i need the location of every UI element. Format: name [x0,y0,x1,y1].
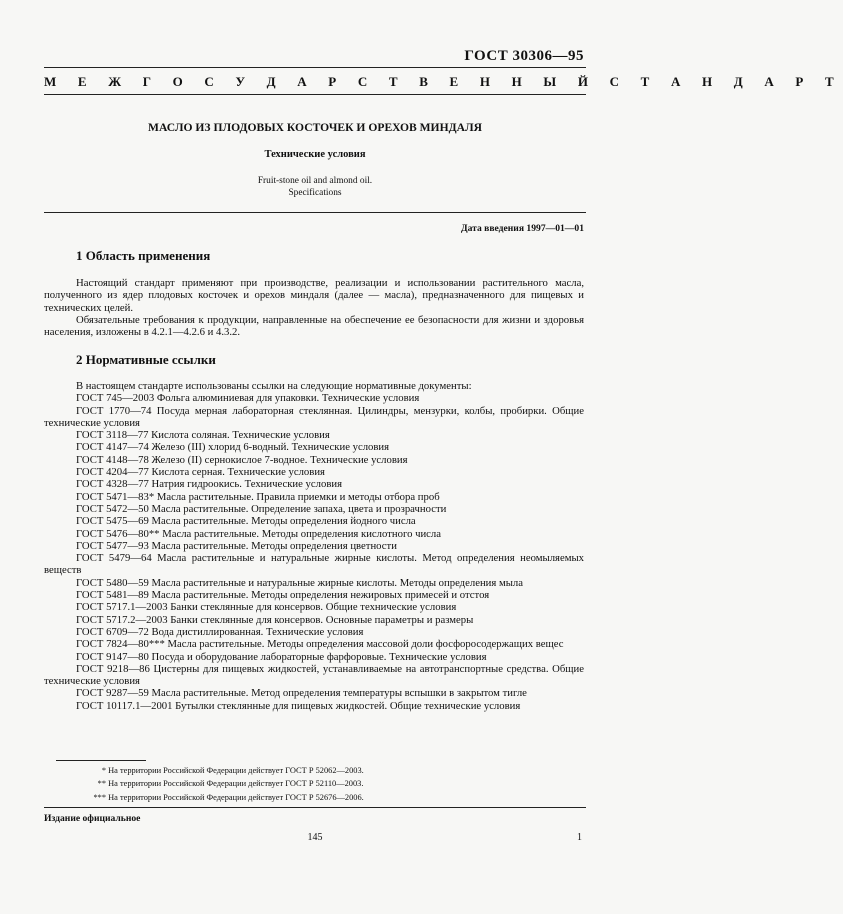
reference-item: ГОСТ 4147—74 Железо (III) хлорид 6-водный. Технические условия [76,441,390,454]
footnote-divider [56,760,146,761]
references-intro: В настоящем стандарте использованы ссылки на следующие нормативные документы: [76,380,472,392]
title-rule [44,212,586,213]
reference-item: ГОСТ 5717.2—2003 Банки стеклянные для консервов. Основные параметры и размеры [76,613,474,626]
reference-item: ГОСТ 5475—69 Масла растительные. Методы определения йодного числа [76,515,416,528]
reference-item: ГОСТ 4328—77 Натрия гидроокись. Технические условия [76,478,343,491]
reference-item: ГОСТ 5480—59 Масла растительные и натуральные жирные кислоты. Методы определения мыла [76,576,523,589]
reference-item: ГОСТ 9287—59 Масла растительные. Метод определения температуры вспышки в закрытом тигле [76,687,527,700]
page-number: 145 [307,832,323,843]
header-rule-top [44,67,586,68]
reference-item: ГОСТ 745—2003 Фольга алюминиевая для упаковки. Технические условия [76,392,420,405]
reference-item: ГОСТ 5476—80** Масла растительные. Методы определения кислотного числа [76,527,441,540]
reference-item: ГОСТ 5477—93 Масла растительные. Методы определения цветности [76,539,397,552]
reference-item: ГОСТ 5481—89 Масла растительные. Методы определения нежировых примесей и отстоя [76,589,490,602]
footnote-mark: *** [93,792,106,802]
reference-item: ГОСТ 1770—74 Посуда мерная лабораторная стеклянная. Цилиндры, мензурки, колбы, пробирки. Общие технические условия [44,404,584,429]
footnote [44,777,584,790]
reference-item: ГОСТ 9147—80 Посуда и оборудование лабораторные фарфоровые. Технические условия [76,650,487,663]
footnote-mark: ** [97,779,106,789]
reference-item: ГОСТ 5472—50 Масла растительные. Определение запаха, цвета и прозрачности [76,502,447,515]
section-1-paragraph-2-text: Обязательные требования к продукции, направленные на обеспечение ее безопасности для жизни и здоровья населения, изложены в 4.2.1—4.2.6 и 4.3.2. [44,314,584,339]
reference-item: ГОСТ 4204—77 Кислота серная. Технические условия [76,466,325,479]
section-1-paragraph-1-text: Настоящий стандарт применяют при производстве, реализации и использовании растительного масла, полученного из ядер плодовых косточек и орехов миндаля (далее — масла), предназначенного для пищевых и технических целей. [44,277,584,314]
section-1-heading: 1 Область применения [76,248,211,263]
footnotes [44,764,584,804]
header-rule-bottom [44,94,586,95]
footnote [44,791,584,804]
document-title: МАСЛО ИЗ ПЛОДОВЫХ КОСТОЧЕК И ОРЕХОВ МИНДАЛЯ [148,121,482,134]
sheet-number: 1 [577,832,582,843]
section-2-heading: 2 Нормативные ссылки [76,352,216,367]
document-subtitle: Технические условия [264,149,366,160]
normative-references [44,380,584,712]
reference-item: ГОСТ 3118—77 Кислота соляная. Технические условия [76,429,330,442]
english-title-line2: Specifications [288,188,342,198]
reference-item: ГОСТ 5479—64 Масла растительные и натуральные жирные кислоты. Метод определения неомыляемых веществ [44,552,584,577]
footnote-text: На территории Российской Федерации действует ГОСТ Р 52676—2006. [108,792,364,802]
footnote-text: На территории Российской Федерации действует ГОСТ Р 52062—2003. [108,766,364,775]
reference-item: ГОСТ 7824—80*** Масла растительные. Методы определения массовой доли фосфоросодержащих вещес [76,638,564,651]
reference-item: ГОСТ 4148—78 Железо (II) сернокислое 7-водное. Технические условия [76,453,408,466]
introduction-date: Дата введения 1997—01—01 [461,223,584,234]
standard-code: ГОСТ 30306—95 [464,48,584,64]
footnote [44,764,584,777]
reference-item: ГОСТ 10117.1—2001 Бутылки стеклянные для пищевых жидкостей. Общие технические условия [76,699,521,712]
section-1-paragraph-2 [44,314,584,339]
reference-item: ГОСТ 9218—86 Цистерны для пищевых жидкостей, устанавливаемые на автотранспортные средства. Общие технические условия [44,662,584,688]
interstate-standard-banner: М Е Ж Г О С У Д А Р С Т В Е Н Н Ы Й С Т А Н Д А Р Т [44,74,843,89]
english-title [0,175,630,199]
reference-item: ГОСТ 6709—72 Вода дистиллированная. Технические условия [76,625,364,638]
english-title-line1: Fruit-stone oil and almond oil. [257,176,373,186]
section-1-paragraph-1 [44,277,584,314]
footnote-text: На территории Российской Федерации действует ГОСТ Р 52110—2003. [108,779,364,789]
edition-rule [44,807,586,808]
edition-label: Издание официальное [44,813,141,824]
footnote-mark: * [101,766,106,775]
reference-item: ГОСТ 5717.1—2003 Банки стеклянные для консервов. Общие технические условия [76,601,457,614]
reference-item: ГОСТ 5471—83* Масла растительные. Правила приемки и методы отбора проб [76,490,440,503]
